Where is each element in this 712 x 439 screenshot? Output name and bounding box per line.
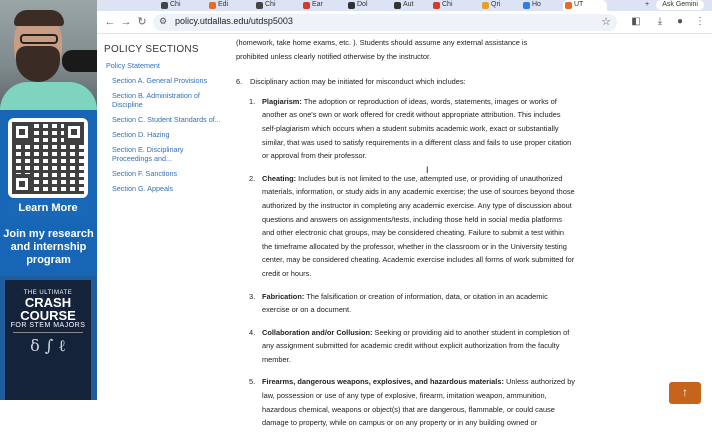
intro-line-2: prohibited unless clearly notified otherwise by the instructor. [236,51,432,61]
download-icon[interactable]: ⤓ [657,16,663,27]
book-symbols: δ ∫ ℓ [30,336,66,355]
sidebar-item-4[interactable]: Section C. Student Standards of... [112,115,221,124]
item-number: 6. [236,77,243,87]
item-description: The falsification or creation of information, data, or citation in an academic exercise or on a document. [262,291,548,315]
tab-1[interactable]: Chi [159,0,197,11]
misconduct-list [236,95,576,430]
qr-code [8,118,88,198]
item-term: Plagiarism: [262,96,302,106]
item-term: Firearms, dangerous weapons, explosives, and hazardous materials: [262,377,504,387]
item-term: Fabrication: [262,291,305,301]
item-text: Disciplinary action may be initiated for misconduct which includes: [250,77,466,87]
site-info-icon[interactable]: ⚙ [159,16,168,26]
extensions-icon[interactable]: ◧ [631,16,641,27]
sections-heading: POLICY SECTIONS [104,44,199,55]
sidebar-item-1[interactable]: Policy Statement [106,61,160,70]
tab-strip [97,0,712,11]
tab-8[interactable]: Qri [480,0,518,11]
sidebar-item-3[interactable]: Section B. Administration of Discipline [112,91,200,109]
misconduct-item [236,326,576,367]
tab-9[interactable]: Ho [521,0,559,11]
misconduct-item [236,375,576,429]
book-line3: FOR STEM MAJORS [10,322,86,329]
streamer-overlay [0,0,97,400]
item-number: 2. [249,173,256,183]
microphone-icon [62,50,97,72]
tab-6[interactable]: Aut [392,0,430,11]
sidebar-item-5[interactable]: Section D. Hazing [112,130,170,139]
scroll-to-top-button[interactable]: ↑ [669,382,701,404]
address-bar[interactable] [153,14,617,31]
tab-7[interactable]: Chi [431,0,469,11]
sidebar-item-6[interactable]: Section E. Disciplinary Proceedings and... [112,145,184,163]
forward-icon[interactable]: → [120,16,132,28]
tab-5[interactable]: Dol [346,0,384,11]
new-tab-button[interactable]: + [645,1,650,8]
item-description: The adoption or reproduction of ideas, words, statements, images or works of another as one's own or work offered for credit without appropriate attribution. This includes self-plagiarism which occurs when a student submits academic work, exact or substantially similar, that was used to satisfy requirements in a different class and fails to use proper citation or approval from their professor. [262,96,572,161]
book-line1: THE ULTIMATE [23,290,73,296]
profile-icon[interactable]: ● [676,16,684,27]
policy-page [97,34,712,428]
bookmark-star-icon[interactable]: ☆ [601,16,611,28]
url-text[interactable]: policy.utdallas.edu/utdsp5003 [175,16,293,26]
reload-icon[interactable]: ↻ [137,16,147,28]
sidebar-item-8[interactable]: Section G. Appeals [112,184,174,193]
tab-3[interactable]: Chi [254,0,292,11]
item-number: 3. [249,291,256,301]
sidebar-item-2[interactable]: Section A. General Provisions [112,76,208,85]
promo-text: Join my research and internship program [0,224,97,276]
menu-icon[interactable]: ⋮ [695,16,705,27]
item-description: Includes but is not limited to the use, attempted use, or providing of unauthorized materials, information, or study aids in any academic exercise; the use of sources beyond those authorized by the instructor in completing any academic exercise. Any type of discussion about questions and answers on assignments/tests, including those held in social media platforms and other electronic chat groups, may be considered cheating. Failure to submit a test within the timeframe allocated by the professor, whether in the classroom or in the University testing center, may be considered cheating. Academic exercise includes all forms of work submitted for credit or hours. [262,173,575,278]
item-description: Unless authorized by law, possession or use of any type of explosive, firearm, imitation weapon, ammunition, hazardous chemical, weapons or object(s) that are dangerous, flammable, or could cause damage to property, while on campus or on any property or in any building owned or [262,377,576,428]
webcam-feed [0,0,97,110]
tab-4[interactable]: Ear [301,0,339,11]
mouse-cursor-icon: I [426,165,429,175]
list-item-6 [236,75,576,89]
item-term: Collaboration and/or Collusion: [262,327,373,337]
qr-code-panel [0,110,97,224]
misconduct-item [236,172,576,281]
sidebar-item-7[interactable]: Section F. Sanctions [112,169,178,178]
book-cover [5,280,91,400]
policy-sections-nav [104,44,224,199]
back-icon[interactable]: ← [104,16,116,28]
item-number: 1. [249,96,256,106]
learn-more-label: Learn More [8,200,88,216]
misconduct-item [236,95,576,163]
item-description: Seeking or providing aid to another student in completion of any assignment submitted for academic credit without explicit authorization from the faculty member. [262,327,570,364]
item-number: 4. [249,327,256,337]
tab-10[interactable]: UT [563,0,607,11]
policy-content [236,36,576,439]
tab-2[interactable]: Edi [207,0,245,11]
browser-toolbar [97,11,712,34]
intro-line-1: (homework, take home exams, etc. ). Students should assume any external assistance is [236,38,528,47]
book-line2: CRASH COURSE [20,295,76,323]
item-term: Cheating: [262,173,297,183]
item-number: 5. [249,377,256,387]
misconduct-item [236,290,576,317]
ask-gemini-button[interactable]: Ask Gemini [656,0,704,10]
